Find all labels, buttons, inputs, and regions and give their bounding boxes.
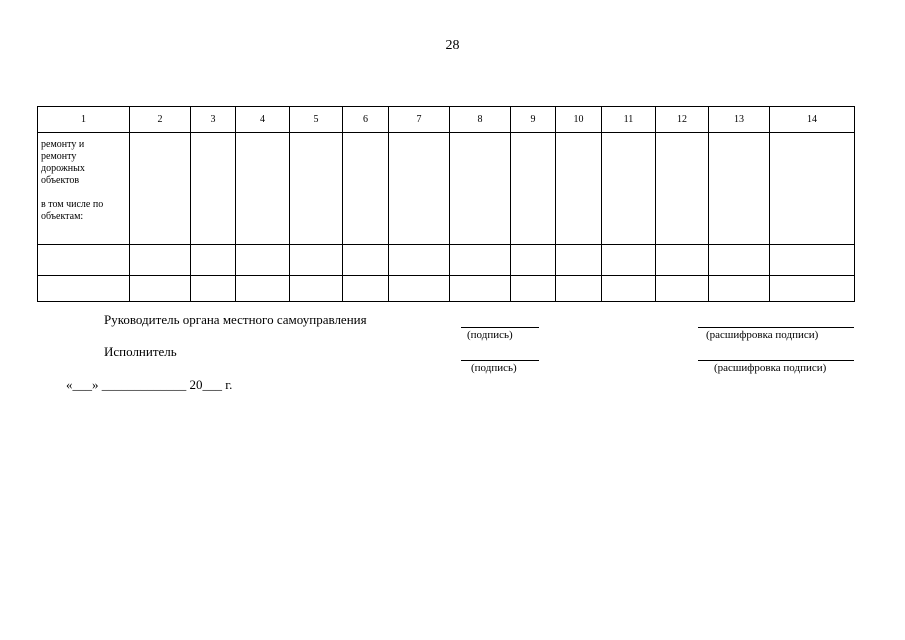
header-cell: 5 (290, 107, 343, 133)
table-cell (290, 245, 343, 276)
header-cell: 10 (556, 107, 602, 133)
header-cell: 4 (236, 107, 290, 133)
executor-decoding-line (698, 360, 854, 361)
table-cell (770, 245, 855, 276)
table-cell (130, 133, 191, 245)
table-cell (709, 276, 770, 302)
table-cell (511, 276, 556, 302)
table-cell (709, 245, 770, 276)
header-cell: 1 (38, 107, 130, 133)
table-cell (130, 276, 191, 302)
table-row (38, 245, 855, 276)
table-cell (389, 133, 450, 245)
table-row (38, 133, 855, 245)
table-cell (236, 245, 290, 276)
header-cell: 11 (602, 107, 656, 133)
table-cell (656, 245, 709, 276)
header-cell: 12 (656, 107, 709, 133)
executor-signature-line (461, 360, 539, 361)
header-cell: 9 (511, 107, 556, 133)
table-cell (556, 276, 602, 302)
table-header-row (38, 107, 855, 133)
report-table (37, 106, 855, 302)
header-cell: 8 (450, 107, 511, 133)
header-cell: 7 (389, 107, 450, 133)
row-label-line: объектам: (41, 211, 84, 222)
table-cell (389, 276, 450, 302)
executor-signature-caption: (подпись) (471, 362, 517, 374)
executor-decoding-caption: (расшифровка подписи) (714, 362, 827, 374)
head-decoding-line (698, 327, 854, 328)
table-cell (343, 276, 389, 302)
table-cell (602, 245, 656, 276)
table-cell (656, 276, 709, 302)
table-cell (236, 276, 290, 302)
table-cell (602, 133, 656, 245)
table-cell (556, 133, 602, 245)
table-cell (343, 133, 389, 245)
table-cell (656, 133, 709, 245)
table-cell (511, 245, 556, 276)
row-label-cell (38, 133, 130, 245)
date-line: «___» _____________ 20___ г. (66, 377, 233, 392)
header-cell: 3 (191, 107, 236, 133)
table-cell (38, 276, 130, 302)
table-cell (389, 245, 450, 276)
table-cell (450, 133, 511, 245)
head-signature-line (461, 327, 539, 328)
table-cell (38, 245, 130, 276)
row-label-line: ремонту и (41, 139, 85, 150)
executor-label: Исполнитель (104, 344, 177, 359)
table-cell (191, 133, 236, 245)
table-cell (191, 276, 236, 302)
table-row (38, 276, 855, 302)
table-cell (290, 276, 343, 302)
table-cell (236, 133, 290, 245)
page-number: 28 (445, 38, 460, 53)
row-label-line: объектов (41, 175, 80, 186)
header-cell: 13 (709, 107, 770, 133)
table-cell (511, 133, 556, 245)
row-label-line: дорожных (41, 163, 85, 174)
head-decoding-caption: (расшифровка подписи) (706, 329, 819, 341)
table-cell (556, 245, 602, 276)
head-signature-caption: (подпись) (467, 329, 513, 341)
table-cell (770, 276, 855, 302)
table-cell (290, 133, 343, 245)
row-label-line: в том числе по (41, 199, 104, 210)
head-label: Руководитель органа местного самоуправления (104, 312, 367, 327)
header-cell: 6 (343, 107, 389, 133)
header-cell: 2 (130, 107, 191, 133)
table-cell (191, 245, 236, 276)
table-cell (450, 245, 511, 276)
table-cell (770, 133, 855, 245)
table-cell (450, 276, 511, 302)
table-cell (343, 245, 389, 276)
table-cell (130, 245, 191, 276)
header-cell: 14 (770, 107, 855, 133)
table-cell (709, 133, 770, 245)
table-cell (602, 276, 656, 302)
row-label-line: ремонту (41, 151, 77, 162)
